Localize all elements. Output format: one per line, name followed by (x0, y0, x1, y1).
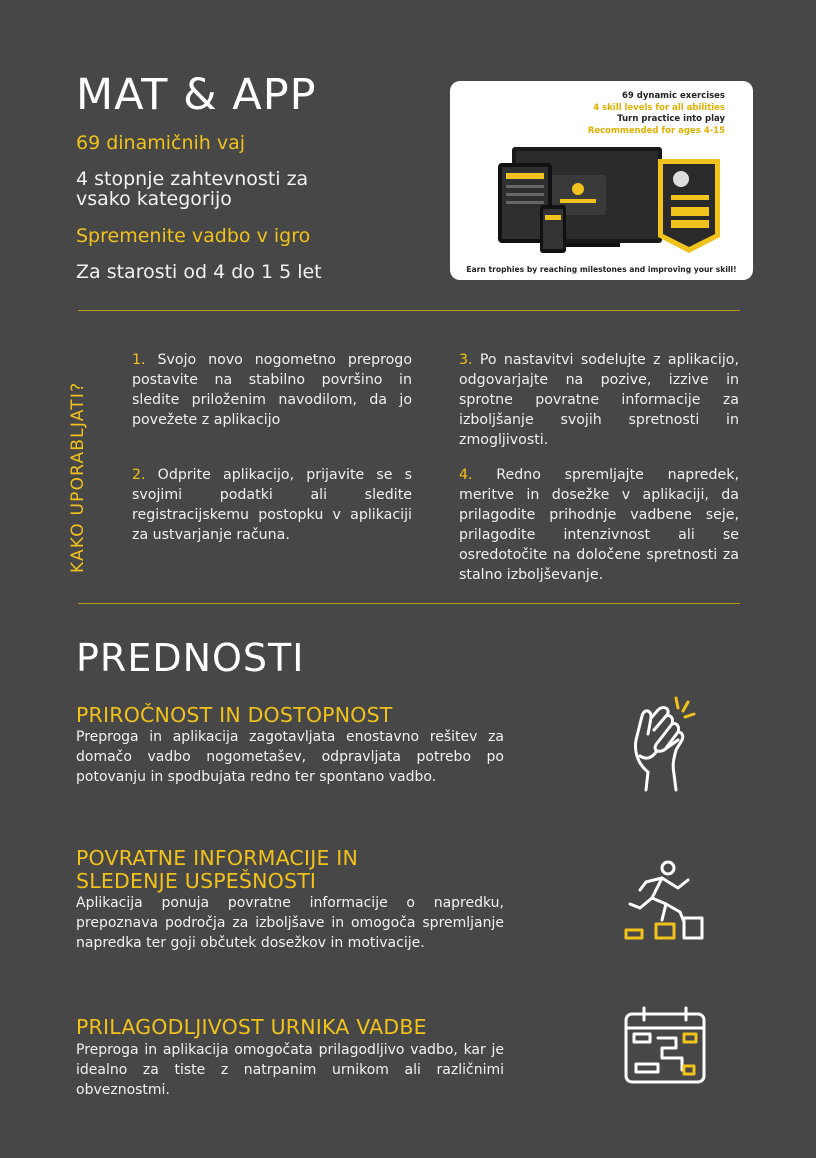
promo-line-3: Turn practice into play (617, 114, 725, 124)
step-3-number: 3. (459, 352, 473, 368)
benefit-3-text: Preproga in aplikacija omogočata prilagodljivo vadbo, kar je idealno za tiste z natrpanim urnikom ali različnimi obveznostmi. (76, 1042, 504, 1098)
promo-line-1: 69 dynamic exercises (621, 91, 725, 101)
feature-game: Spremenite vadbo v igro (76, 225, 311, 247)
benefits-heading: PREDNOSTI (76, 636, 305, 680)
promo-line-4: Recommended for ages 4-15 (587, 125, 725, 136)
step-2-text: Odprite aplikacijo, prijavite se s svojimi podatki ali sledite registracijskemu postopku v aplikaciji za ustvarjanje računa. (132, 467, 412, 543)
step-1 (132, 350, 412, 430)
benefit-2-title-line-2: SLEDENJE USPEŠNOSTI (76, 869, 317, 893)
feature-ages: Za starosti od 4 do 1 5 let (76, 261, 322, 283)
feature-levels-b: vsako kategorijo (76, 188, 232, 210)
app-promo-image (450, 81, 753, 280)
step-4 (459, 465, 739, 585)
step-2-number: 2. (132, 467, 146, 483)
divider-bottom (78, 603, 740, 604)
benefit-1-text: Preproga in aplikacija zagotavljata enostavno rešitev za domačo vadbo nogometašev, odpravljata potrebo po potovanju in spodbujata redno ter spontano vadbo. (76, 729, 504, 785)
step-4-text: Redno spremljajte napredek, meritve in dosežke v aplikaciji, da prilagodite prihodnje vadbene seje, prilagodite intenzivnost ali se osredotočite na določene spretnosti za stalno izboljševanje. (459, 467, 739, 583)
step-3 (459, 350, 739, 450)
promo-footer: Earn trophies by reaching milestones and improving your skill! (466, 265, 737, 274)
promo-line-2: 4 skill levels for all abilities (593, 102, 725, 113)
benefit-2-text: Aplikacija ponuja povratne informacije o napredku, prepoznava področja za izboljšave in omogoča spremljanje napredka ter goji občutek dosežkov in motivacije. (76, 895, 504, 951)
step-4-number: 4. (459, 467, 473, 483)
page-title: MAT & APP (76, 70, 317, 120)
benefit-2-title-line-1: POVRATNE INFORMACIJE IN (76, 846, 359, 870)
feature-exercises: 69 dinamičnih vaj (76, 132, 246, 154)
devices-illustration (494, 141, 734, 261)
step-1-text: Svojo novo nogometno preprogo postavite na stabilno površino in sledite priloženim navodilom, da jo povežete z aplikacijo (132, 352, 412, 428)
schedule-calendar-icon (622, 1004, 708, 1086)
benefit-3-title: PRILAGODLJIVOST URNIKA VADBE (76, 1015, 427, 1039)
how-to-label: KAKO UPORABLJATI? (68, 381, 88, 573)
feature-levels-a: 4 stopnje zahtevnosti za (76, 168, 309, 190)
step-3-text: Po nastavitvi sodelujte z aplikacijo, odgovarjajte na pozive, izzive in sprotne povratne informacije za izboljšanje svojih spretnosti in zmogljivosti. (459, 352, 739, 448)
progress-jump-icon (622, 858, 706, 946)
benefit-1-title: PRIROČNOST IN DOSTOPNOST (76, 703, 393, 727)
step-1-number: 1. (132, 352, 146, 368)
snapping-fingers-icon (626, 694, 702, 794)
step-2 (132, 465, 412, 545)
divider-top (78, 310, 740, 311)
